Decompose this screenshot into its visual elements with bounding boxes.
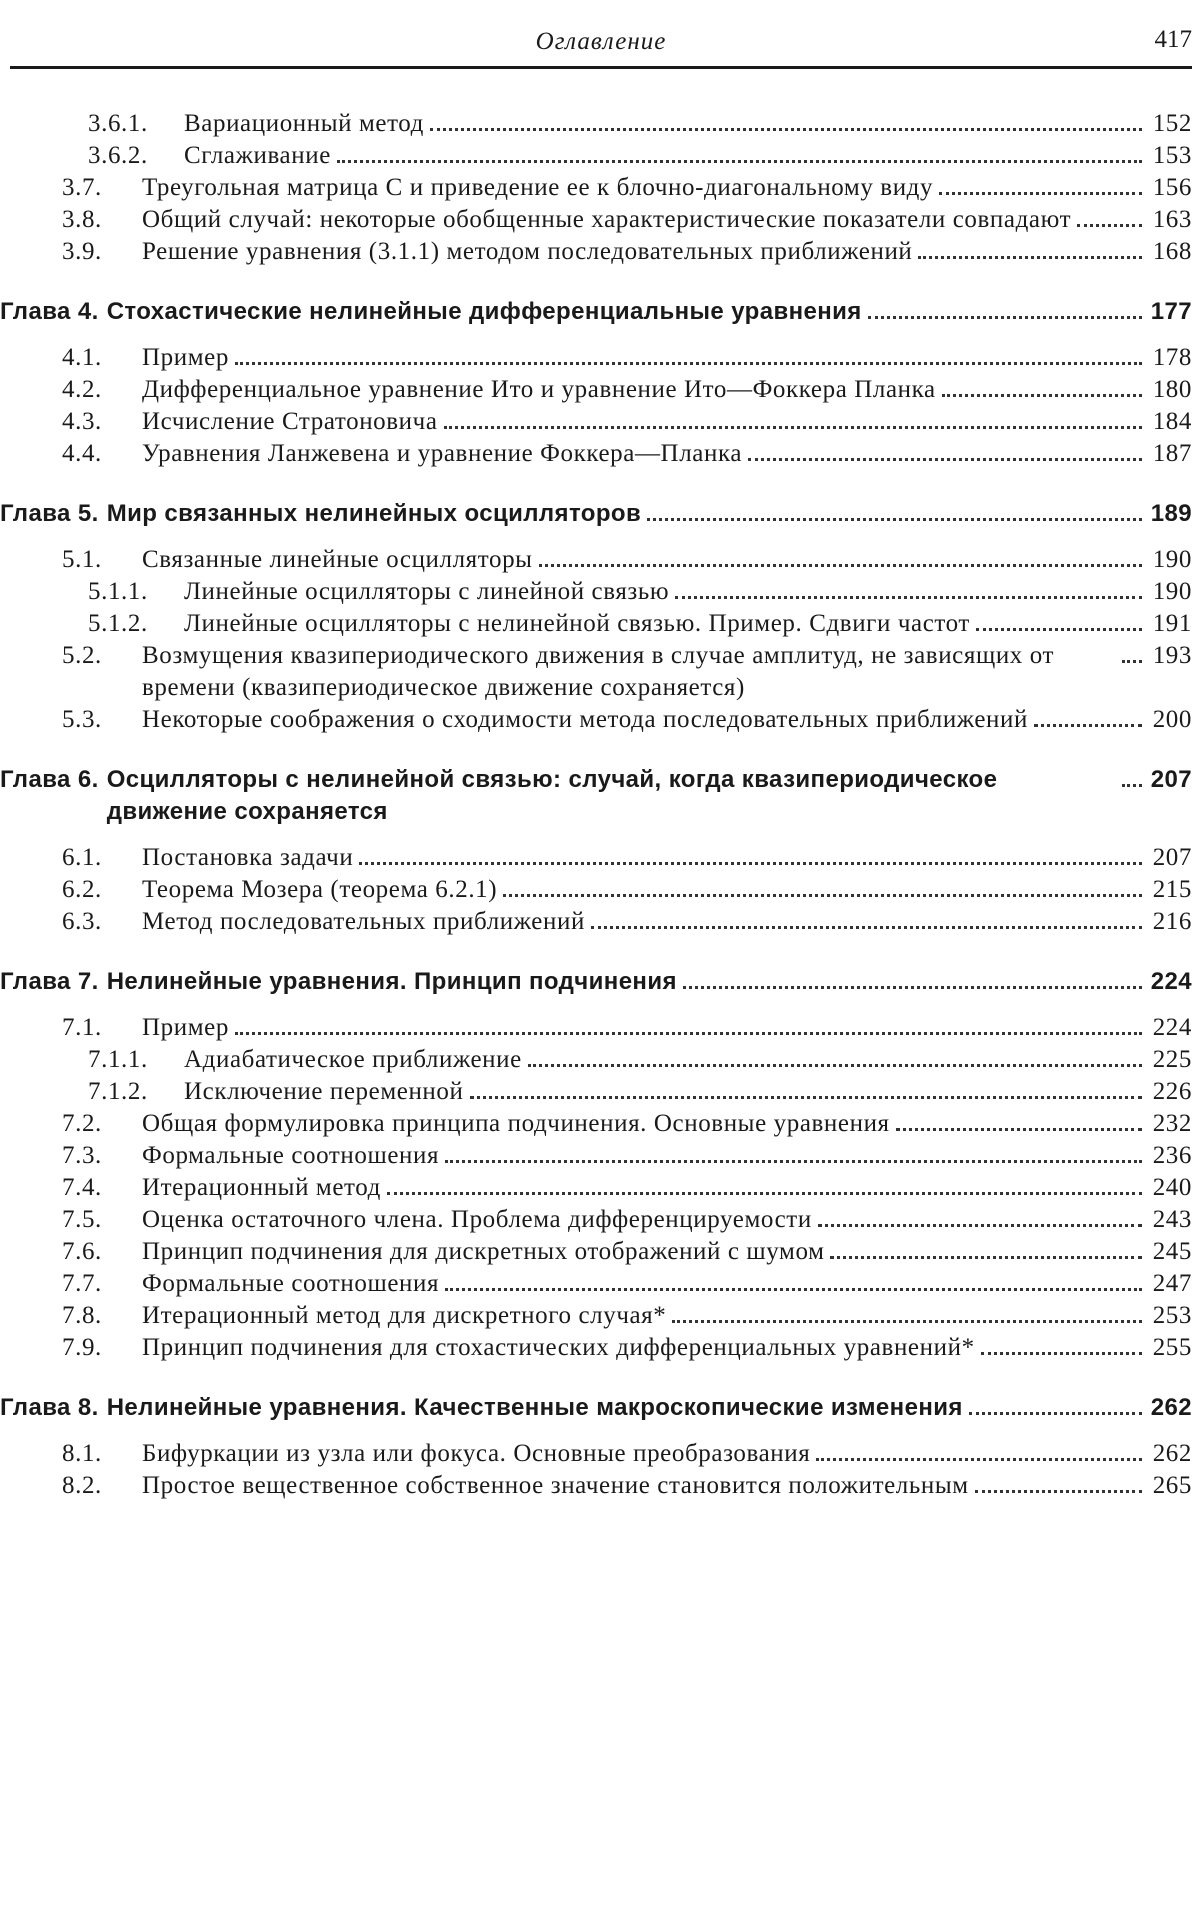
toc-entry-title: Принцип подчинения для стохастических дифференциальных уравнений*: [142, 1332, 975, 1364]
toc-entry[interactable]: [0, 640, 1192, 704]
toc-chapter[interactable]: [0, 966, 1192, 998]
toc-entry[interactable]: [0, 108, 1192, 140]
page-number: 417: [1155, 26, 1193, 54]
toc-page-number: 190: [1148, 544, 1192, 576]
toc-page-number: 243: [1148, 1204, 1192, 1236]
dot-leader: [672, 1320, 1142, 1323]
dot-leader: [1122, 660, 1142, 663]
toc-entry-number: 3.6.1.: [88, 108, 184, 140]
toc-entry-title: Нелинейные уравнения. Качественные макроскопические изменения: [107, 1392, 963, 1424]
toc-entry-title: Бифуркации из узла или фокуса. Основные преобразования: [142, 1438, 810, 1470]
toc-entry-number: 6.3.: [62, 906, 142, 938]
toc-entry-number: 7.3.: [62, 1140, 142, 1172]
dot-leader: [337, 160, 1142, 163]
toc-page-number: 156: [1148, 172, 1192, 204]
toc-chapter[interactable]: [0, 296, 1192, 328]
toc-entry[interactable]: [0, 374, 1192, 406]
dot-leader: [445, 1288, 1142, 1291]
toc-page-number: 262: [1148, 1438, 1192, 1470]
toc-entry-title: Теорема Мозера (теорема 6.2.1): [142, 874, 497, 906]
dot-leader: [942, 394, 1142, 397]
toc-entry-number: 8.1.: [62, 1438, 142, 1470]
toc-entry-number: 5.3.: [62, 704, 142, 736]
toc-entry-number: Глава 5.: [0, 498, 107, 530]
toc-entry-number: 7.6.: [62, 1236, 142, 1268]
toc-entry-title: Адиабатическое приближение: [184, 1044, 522, 1076]
toc-page-number: 207: [1148, 842, 1192, 874]
toc-entry[interactable]: [0, 704, 1192, 736]
toc-entry[interactable]: [0, 906, 1192, 938]
dot-leader: [591, 926, 1142, 929]
toc-entry[interactable]: [0, 842, 1192, 874]
running-head: Оглавление: [10, 28, 1192, 56]
dot-leader: [235, 362, 1142, 365]
toc-entry[interactable]: [0, 438, 1192, 470]
dot-leader: [1122, 784, 1142, 787]
toc-entry-number: 4.2.: [62, 374, 142, 406]
toc-entry-number: 7.2.: [62, 1108, 142, 1140]
toc-entry-number: 7.7.: [62, 1268, 142, 1300]
dot-leader: [1034, 724, 1142, 727]
toc-entry[interactable]: [0, 608, 1192, 640]
toc-entry-title: Итерационный метод для дискретного случая*: [142, 1300, 666, 1332]
toc-entry-number: Глава 8.: [0, 1392, 107, 1424]
toc-entry[interactable]: [0, 172, 1192, 204]
toc-entry-number: 6.1.: [62, 842, 142, 874]
toc-page-number: 184: [1148, 406, 1192, 438]
toc-page-number: 247: [1148, 1268, 1192, 1300]
toc-entry-number: 7.1.2.: [88, 1076, 184, 1108]
toc-entry-number: 4.3.: [62, 406, 142, 438]
toc-entry[interactable]: [0, 406, 1192, 438]
dot-leader: [647, 518, 1142, 521]
toc-entry-number: 5.1.: [62, 544, 142, 576]
toc-entry[interactable]: [0, 576, 1192, 608]
dot-leader: [675, 596, 1142, 599]
toc-entry-title: Дифференциальное уравнение Ито и уравнение Ито—Фоккера Планка: [142, 374, 936, 406]
toc-entry-number: 7.1.1.: [88, 1044, 184, 1076]
table-of-contents: [0, 108, 1192, 1502]
toc-entry-number: 5.2.: [62, 640, 142, 672]
toc-page-number: 178: [1148, 342, 1192, 374]
dot-leader: [830, 1256, 1142, 1259]
dot-leader: [748, 458, 1142, 461]
toc-entry-number: 3.7.: [62, 172, 142, 204]
toc-entry-title: Сглаживание: [184, 140, 331, 172]
toc-entry-title: Уравнения Ланжевена и уравнение Фоккера—Планка: [142, 438, 742, 470]
toc-entry-title: Пример: [142, 342, 229, 374]
toc-entry-title: Осцилляторы с нелинейной связью: случай, когда квазипериодическое движение сохраняется: [107, 764, 1116, 828]
toc-entry-number: 4.4.: [62, 438, 142, 470]
toc-entry-title: Линейные осцилляторы с нелинейной связью. Пример. Сдвиги частот: [184, 608, 970, 640]
toc-page-number: 224: [1148, 966, 1192, 998]
toc-entry-title: Принцип подчинения для дискретных отображений с шумом: [142, 1236, 824, 1268]
toc-entry-title: Простое вещественное собственное значение становится положительным: [142, 1470, 969, 1502]
toc-entry-title: Постановка задачи: [142, 842, 353, 874]
dot-leader: [975, 1490, 1142, 1493]
toc-entry[interactable]: [0, 204, 1192, 236]
dot-leader: [976, 628, 1142, 631]
toc-entry-title: Пример: [142, 1012, 229, 1044]
toc-entry-title: Общий случай: некоторые обобщенные характеристические показатели совпадают: [142, 204, 1071, 236]
toc-entry-title: Мир связанных нелинейных осцилляторов: [107, 498, 641, 530]
toc-entry[interactable]: [0, 1108, 1192, 1140]
toc-page-number: 225: [1148, 1044, 1192, 1076]
toc-page-number: 189: [1148, 498, 1192, 530]
dot-leader: [539, 564, 1142, 567]
toc-entry-title: Решение уравнения (3.1.1) методом последовательных приближений: [142, 236, 912, 268]
toc-entry[interactable]: [0, 1300, 1192, 1332]
toc-entry[interactable]: [0, 1268, 1192, 1300]
toc-entry[interactable]: [0, 342, 1192, 374]
toc-entry-number: 3.8.: [62, 204, 142, 236]
toc-entry-title: Линейные осцилляторы с линейной связью: [184, 576, 669, 608]
dot-leader: [1077, 224, 1142, 227]
toc-page-number: 253: [1148, 1300, 1192, 1332]
toc-page-number: 232: [1148, 1108, 1192, 1140]
toc-entry[interactable]: [0, 1140, 1192, 1172]
toc-entry-title: Общая формулировка принципа подчинения. Основные уравнения: [142, 1108, 890, 1140]
toc-page-number: 163: [1148, 204, 1192, 236]
toc-entry-title: Возмущения квазипериодического движения в случае амплитуд, не зависящих от времени (квазипериодическое движение сохраняется): [142, 640, 1116, 704]
dot-leader: [445, 1160, 1142, 1163]
toc-page-number: 265: [1148, 1470, 1192, 1502]
dot-leader: [235, 1032, 1142, 1035]
dot-leader: [918, 256, 1142, 259]
dot-leader: [444, 426, 1142, 429]
toc-page-number: 193: [1148, 640, 1192, 672]
toc-chapter[interactable]: [0, 764, 1192, 828]
toc-entry-title: Исчисление Стратоновича: [142, 406, 438, 438]
toc-page-number: 216: [1148, 906, 1192, 938]
toc-entry-number: 4.1.: [62, 342, 142, 374]
toc-entry[interactable]: [0, 1044, 1192, 1076]
dot-leader: [387, 1192, 1142, 1195]
dot-leader: [896, 1128, 1142, 1131]
toc-entry-title: Треугольная матрица C и приведение ее к блочно-диагональному виду: [142, 172, 933, 204]
toc-page-number: 226: [1148, 1076, 1192, 1108]
toc-entry-number: 6.2.: [62, 874, 142, 906]
toc-entry[interactable]: [0, 1438, 1192, 1470]
toc-entry[interactable]: [0, 1470, 1192, 1502]
dot-leader: [981, 1352, 1142, 1355]
toc-entry-title: Некоторые соображения о сходимости метода последовательных приближений: [142, 704, 1028, 736]
toc-page-number: 240: [1148, 1172, 1192, 1204]
toc-entry-title: Формальные соотношения: [142, 1268, 439, 1300]
toc-entry-title: Исключение переменной: [184, 1076, 464, 1108]
toc-page-number: 200: [1148, 704, 1192, 736]
toc-page-number: 207: [1148, 764, 1192, 796]
toc-entry-number: 5.1.2.: [88, 608, 184, 640]
page-header: [10, 22, 1192, 62]
toc-entry[interactable]: [0, 236, 1192, 268]
dot-leader: [683, 986, 1142, 989]
toc-entry[interactable]: [0, 544, 1192, 576]
toc-page-number: 255: [1148, 1332, 1192, 1364]
toc-page-number: 215: [1148, 874, 1192, 906]
toc-entry-title: Итерационный метод: [142, 1172, 381, 1204]
toc-entry[interactable]: [0, 874, 1192, 906]
toc-entry-title: Связанные линейные осцилляторы: [142, 544, 533, 576]
toc-entry-number: 3.6.2.: [88, 140, 184, 172]
toc-page-number: 152: [1148, 108, 1192, 140]
dot-leader: [868, 316, 1142, 319]
toc-page-number: 168: [1148, 236, 1192, 268]
toc-page-number: 224: [1148, 1012, 1192, 1044]
toc-entry-title: Метод последовательных приближений: [142, 906, 585, 938]
toc-entry[interactable]: [0, 1172, 1192, 1204]
toc-page-number: 180: [1148, 374, 1192, 406]
toc-entry-number: 7.8.: [62, 1300, 142, 1332]
toc-entry-number: 7.4.: [62, 1172, 142, 1204]
dot-leader: [939, 192, 1142, 195]
toc-entry-title: Формальные соотношения: [142, 1140, 439, 1172]
toc-chapter[interactable]: [0, 1392, 1192, 1424]
toc-entry-number: Глава 6.: [0, 764, 107, 796]
toc-page-number: 153: [1148, 140, 1192, 172]
toc-entry-number: 7.5.: [62, 1204, 142, 1236]
toc-entry-number: Глава 4.: [0, 296, 107, 328]
dot-leader: [470, 1096, 1143, 1099]
toc-entry-number: 7.9.: [62, 1332, 142, 1364]
toc-entry-title: Нелинейные уравнения. Принцип подчинения: [107, 966, 677, 998]
dot-leader: [430, 128, 1142, 131]
toc-page-number: 187: [1148, 438, 1192, 470]
toc-entry-number: 8.2.: [62, 1470, 142, 1502]
toc-entry[interactable]: [0, 140, 1192, 172]
header-rule: [10, 66, 1192, 69]
toc-entry-number: Глава 7.: [0, 966, 107, 998]
toc-page-number: 245: [1148, 1236, 1192, 1268]
toc-chapter[interactable]: [0, 498, 1192, 530]
dot-leader: [818, 1224, 1142, 1227]
dot-leader: [969, 1412, 1142, 1415]
toc-entry-title: Вариационный метод: [184, 108, 424, 140]
toc-page-number: 262: [1148, 1392, 1192, 1424]
dot-leader: [503, 894, 1142, 897]
toc-entry[interactable]: [0, 1332, 1192, 1364]
toc-page-number: 236: [1148, 1140, 1192, 1172]
toc-page-number: 190: [1148, 576, 1192, 608]
toc-page-number: 177: [1148, 296, 1192, 328]
toc-entry-number: 5.1.1.: [88, 576, 184, 608]
toc-entry-number: 3.9.: [62, 236, 142, 268]
dot-leader: [359, 862, 1142, 865]
dot-leader: [816, 1458, 1142, 1461]
dot-leader: [528, 1064, 1142, 1067]
toc-entry-title: Стохастические нелинейные дифференциальные уравнения: [107, 296, 862, 328]
toc-entry[interactable]: [0, 1236, 1192, 1268]
toc-entry[interactable]: [0, 1012, 1192, 1044]
toc-entry-title: Оценка остаточного члена. Проблема дифференцируемости: [142, 1204, 812, 1236]
toc-entry[interactable]: [0, 1076, 1192, 1108]
toc-entry-number: 7.1.: [62, 1012, 142, 1044]
toc-page-number: 191: [1148, 608, 1192, 640]
toc-entry[interactable]: [0, 1204, 1192, 1236]
